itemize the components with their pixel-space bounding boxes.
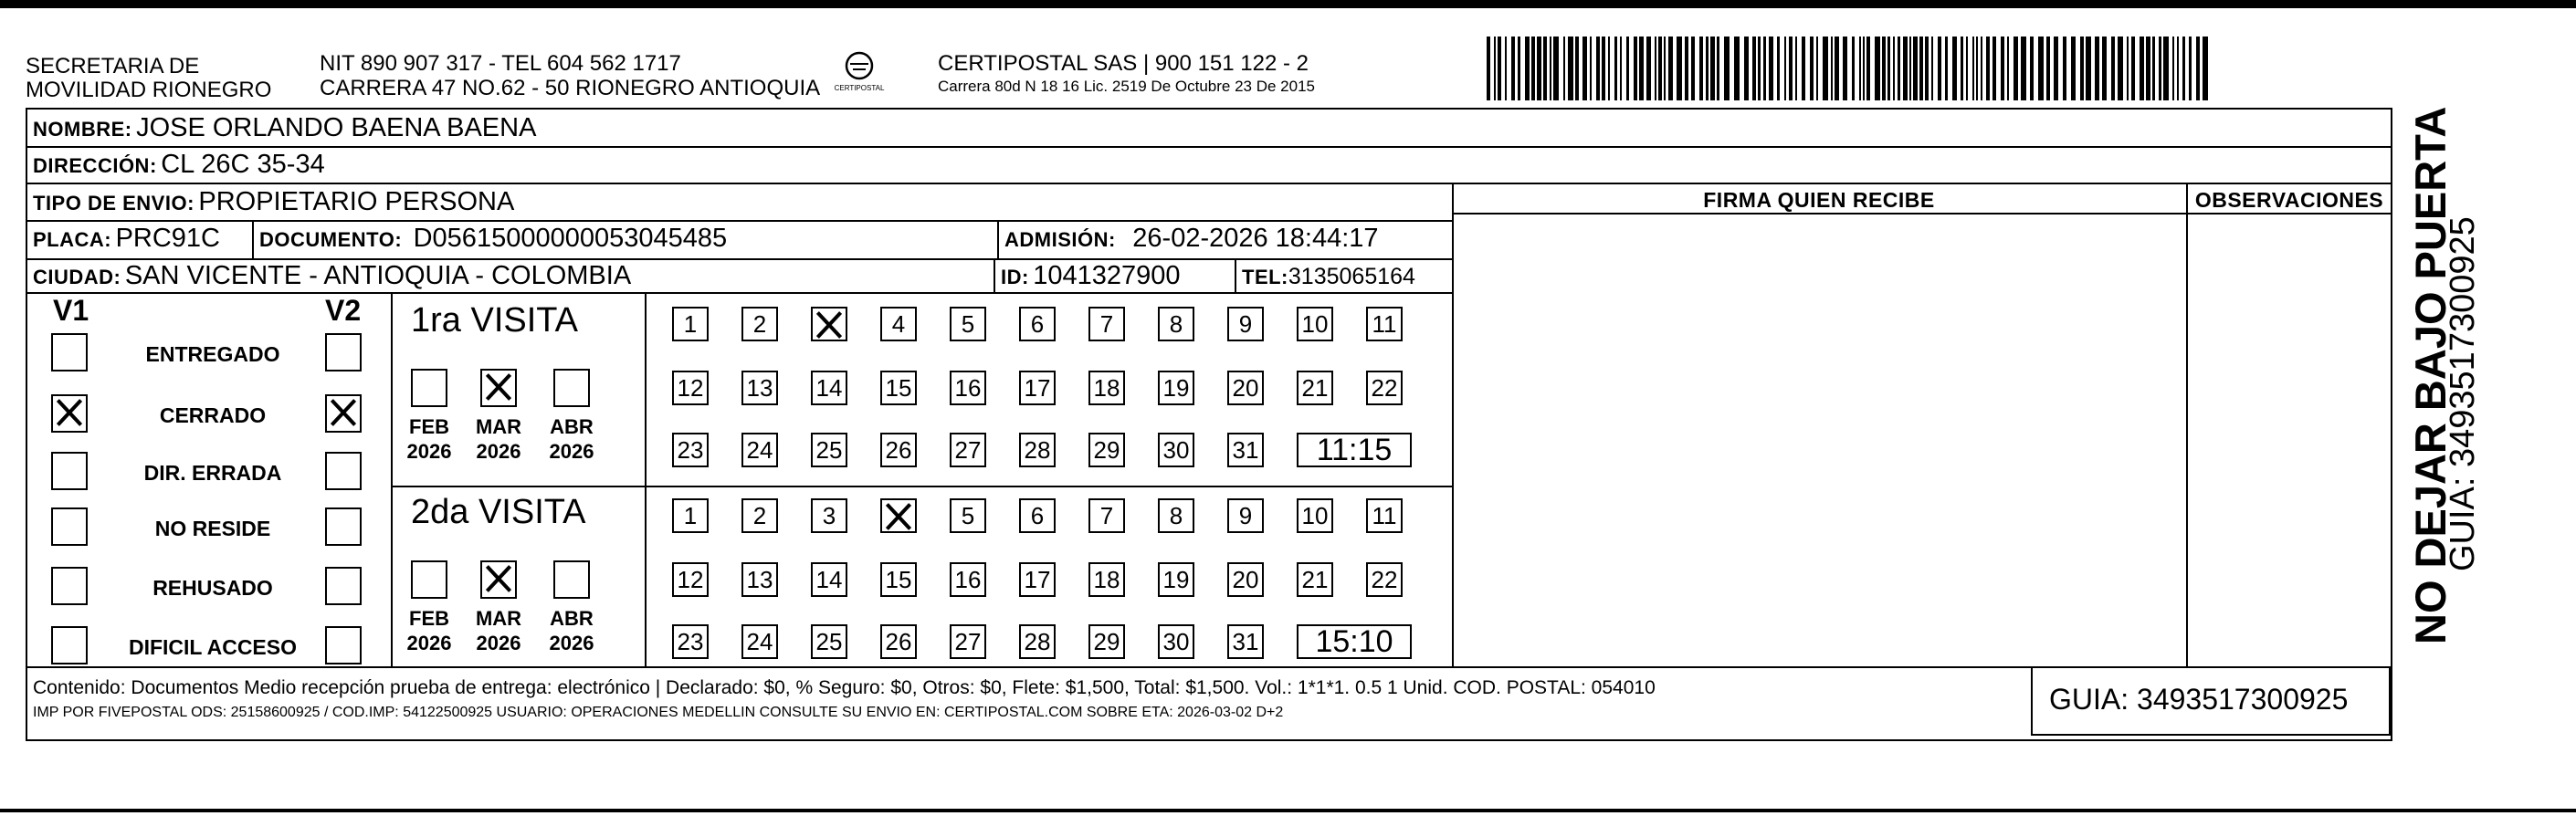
day-number: 7 <box>1099 501 1114 529</box>
day-box-29[interactable] <box>1088 433 1125 467</box>
day-box-14[interactable] <box>811 562 847 597</box>
status-label: CERRADO <box>159 403 267 427</box>
day-box-2[interactable] <box>741 498 778 533</box>
day-box-15[interactable] <box>880 562 917 597</box>
day-number: 28 <box>1024 627 1051 655</box>
day-number: 1 <box>683 309 698 338</box>
day-number: 13 <box>746 373 773 402</box>
placa-field <box>33 224 220 254</box>
month-checkbox-mar[interactable] <box>480 560 517 599</box>
day-box-7[interactable] <box>1088 307 1125 341</box>
side-guia: GUIA: 3493517300925 <box>2444 216 2482 571</box>
day-box-26[interactable] <box>880 433 917 467</box>
firma-header: FIRMA QUIEN RECIBE <box>1703 188 1935 212</box>
day-number: 15 <box>885 565 912 593</box>
direccion-value: CL 26C 35-34 <box>161 150 325 179</box>
day-box-29[interactable] <box>1088 624 1125 659</box>
v1-checkbox[interactable] <box>51 333 88 371</box>
documento-label: DOCUMENTO: <box>259 228 403 251</box>
day-number: 14 <box>815 373 843 402</box>
day-number: 14 <box>815 565 843 593</box>
day-number: 21 <box>1301 373 1329 402</box>
row-line <box>26 258 1453 260</box>
ciudad-field <box>33 261 631 291</box>
day-number: 30 <box>1162 435 1190 464</box>
month-label <box>544 606 599 655</box>
day-box-16[interactable] <box>950 562 986 597</box>
nombre-label: NOMBRE: <box>33 118 132 141</box>
day-number: 25 <box>815 435 843 464</box>
day-number: 31 <box>1232 627 1259 655</box>
day-box-10[interactable] <box>1297 307 1333 341</box>
v2-header: V2 <box>325 294 362 327</box>
day-box-11[interactable] <box>1366 307 1403 341</box>
admision-label: ADMISIÓN: <box>1004 228 1116 251</box>
month-year: 2026 <box>406 440 452 463</box>
day-number: 10 <box>1301 309 1329 338</box>
month-label <box>402 606 457 655</box>
day-number: 22 <box>1371 373 1398 402</box>
day-box-25[interactable] <box>811 433 847 467</box>
day-box-2[interactable] <box>741 307 778 341</box>
day-box-28[interactable] <box>1019 433 1056 467</box>
observaciones-header: OBSERVACIONES <box>2194 188 2384 212</box>
day-number: 29 <box>1093 435 1120 464</box>
v2-checkbox[interactable] <box>325 567 362 605</box>
placa-label: PLACA: <box>33 228 112 251</box>
day-number: 16 <box>954 565 982 593</box>
day-box-10[interactable] <box>1297 498 1333 533</box>
visit-time-box[interactable] <box>1297 624 1412 659</box>
day-box-17[interactable] <box>1019 562 1056 597</box>
day-number: 7 <box>1099 309 1114 338</box>
documento-field <box>259 224 727 254</box>
day-box-12[interactable] <box>672 562 709 597</box>
day-box-12[interactable] <box>672 371 709 405</box>
certipostal-logo-icon <box>833 47 886 95</box>
v1-checkbox[interactable] <box>51 507 88 546</box>
day-number: 25 <box>815 627 843 655</box>
x-mark-icon <box>327 396 360 429</box>
day-box-24[interactable] <box>741 624 778 659</box>
day-number: 3 <box>822 501 836 529</box>
day-box-1[interactable] <box>672 498 709 533</box>
tipo-value: PROPIETARIO PERSONA <box>198 187 515 216</box>
visit1-title: 1ra VISITA <box>411 301 579 340</box>
day-box-23[interactable] <box>672 433 709 467</box>
day-box-3[interactable] <box>811 307 847 341</box>
status-label: REHUSADO <box>152 576 273 600</box>
month-name: FEB <box>409 415 449 438</box>
day-box-6[interactable] <box>1019 307 1056 341</box>
day-box-5[interactable] <box>950 307 986 341</box>
day-box-19[interactable] <box>1158 562 1194 597</box>
day-number: 12 <box>677 373 704 402</box>
address-line: CARRERA 47 NO.62 - 50 RIONEGRO ANTIOQUIA <box>320 76 821 100</box>
day-box-19[interactable] <box>1158 371 1194 405</box>
day-box-8[interactable] <box>1158 498 1194 533</box>
x-mark-icon <box>53 396 86 429</box>
v2-checkbox[interactable] <box>325 452 362 490</box>
day-number: 11 <box>1372 309 1397 338</box>
month-checkbox-feb[interactable] <box>411 560 447 599</box>
day-number: 26 <box>885 435 912 464</box>
ciudad-label: CIUDAD: <box>33 266 121 288</box>
id-label: ID: <box>1001 266 1029 288</box>
day-number: 22 <box>1371 565 1398 593</box>
side-warning: NO DEJAR BAJO PUERTA <box>2406 106 2455 644</box>
visit-time: 15:10 <box>1315 623 1393 659</box>
day-box-28[interactable] <box>1019 624 1056 659</box>
month-label <box>471 414 526 464</box>
day-box-7[interactable] <box>1088 498 1125 533</box>
row-line <box>26 220 1453 222</box>
entity-line2: MOVILIDAD RIONEGRO <box>26 78 272 102</box>
direccion-row <box>33 150 325 180</box>
courier-info <box>938 51 1315 98</box>
month-year: 2026 <box>549 440 594 463</box>
day-box-26[interactable] <box>880 624 917 659</box>
visit2-title: 2da VISITA <box>411 493 586 531</box>
footer-contenido: Contenido: Documentos Medio recepción prueba de entrega: electrónico | Declarado: $0, % Seguro: $0, Otros: $0, Flete: $1,500, Total: $1,500. Vol.: 1*1*1. 0.5 1 Unid. COD. POSTAL: 054010 <box>33 677 1656 698</box>
day-number: 13 <box>746 565 773 593</box>
day-number: 5 <box>961 501 975 529</box>
day-box-20[interactable] <box>1227 371 1264 405</box>
day-box-22[interactable] <box>1366 562 1403 597</box>
day-box-25[interactable] <box>811 624 847 659</box>
day-box-30[interactable] <box>1158 624 1194 659</box>
day-box-21[interactable] <box>1297 562 1333 597</box>
barcode <box>1487 37 2208 100</box>
tel-value: 3135065164 <box>1288 264 1415 289</box>
day-box-11[interactable] <box>1366 498 1403 533</box>
entity-contact <box>320 51 820 100</box>
day-box-22[interactable] <box>1366 371 1403 405</box>
courier-logo <box>833 47 886 95</box>
day-number: 11 <box>1372 501 1397 529</box>
day-number: 19 <box>1162 565 1190 593</box>
day-number: 9 <box>1238 309 1253 338</box>
day-number: 20 <box>1232 373 1259 402</box>
day-box-17[interactable] <box>1019 371 1056 405</box>
day-number: 15 <box>885 373 912 402</box>
day-number: 4 <box>891 309 906 338</box>
v1-checkbox[interactable] <box>51 394 88 433</box>
day-number: 20 <box>1232 565 1259 593</box>
month-year: 2026 <box>476 440 521 463</box>
month-checkbox-mar[interactable] <box>480 369 517 407</box>
month-name: FEB <box>409 607 449 630</box>
day-number: 5 <box>961 309 975 338</box>
status-label: DIR. ERRADA <box>143 461 282 485</box>
month-name: ABR <box>550 607 594 630</box>
day-number: 18 <box>1093 373 1120 402</box>
direccion-label: DIRECCIÓN: <box>33 154 157 177</box>
v1-checkbox[interactable] <box>51 626 88 664</box>
svg-text:CERTIPOSTAL: CERTIPOSTAL <box>834 84 885 92</box>
v2-checkbox[interactable] <box>325 333 362 371</box>
id-field <box>1001 261 1181 291</box>
month-label <box>402 414 457 464</box>
row-line <box>26 292 1453 294</box>
tipo-row <box>33 187 514 217</box>
day-box-21[interactable] <box>1297 371 1333 405</box>
row-line <box>26 146 2392 148</box>
day-box-14[interactable] <box>811 371 847 405</box>
status-label: NO RESIDE <box>154 517 271 540</box>
day-number: 1 <box>683 501 698 529</box>
day-number: 16 <box>954 373 982 402</box>
admision-value: 26-02-2026 18:44:17 <box>1132 224 1379 253</box>
guia-number: GUIA: 3493517300925 <box>2049 683 2349 716</box>
day-number: 2 <box>752 309 767 338</box>
day-box-5[interactable] <box>950 498 986 533</box>
visit-time-box[interactable] <box>1297 433 1412 467</box>
day-box-4[interactable] <box>880 498 917 533</box>
v2-checkbox[interactable] <box>325 626 362 664</box>
day-box-13[interactable] <box>741 562 778 597</box>
month-checkbox-feb[interactable] <box>411 369 447 407</box>
day-number: 18 <box>1093 565 1120 593</box>
courier-line1: CERTIPOSTAL SAS | 900 151 122 - 2 <box>938 51 1309 76</box>
visit-time: 11:15 <box>1316 432 1393 467</box>
day-box-1[interactable] <box>672 307 709 341</box>
month-checkbox-abr[interactable] <box>553 560 590 599</box>
courier-line2: Carrera 80d N 18 16 Lic. 2519 De Octubre 23 De 2015 <box>938 78 1315 95</box>
x-mark-icon <box>882 500 915 533</box>
day-number: 30 <box>1162 627 1190 655</box>
day-box-24[interactable] <box>741 433 778 467</box>
month-name: MAR <box>475 415 522 438</box>
nombre-value: JOSE ORLANDO BAENA BAENA <box>136 113 537 142</box>
tel-label: TEL: <box>1242 266 1288 288</box>
day-box-31[interactable] <box>1227 433 1264 467</box>
day-number: 6 <box>1030 309 1045 338</box>
month-checkbox-abr[interactable] <box>553 369 590 407</box>
day-number: 8 <box>1169 501 1183 529</box>
x-mark-icon <box>482 371 515 403</box>
month-name: MAR <box>475 607 522 630</box>
month-label <box>471 606 526 655</box>
day-number: 23 <box>677 435 704 464</box>
day-box-6[interactable] <box>1019 498 1056 533</box>
day-box-30[interactable] <box>1158 433 1194 467</box>
day-number: 28 <box>1024 435 1051 464</box>
nombre-row <box>33 113 536 143</box>
day-number: 27 <box>954 627 982 655</box>
day-box-31[interactable] <box>1227 624 1264 659</box>
v1-header: V1 <box>53 294 89 327</box>
day-box-27[interactable] <box>950 624 986 659</box>
day-number: 21 <box>1301 565 1329 593</box>
day-box-8[interactable] <box>1158 307 1194 341</box>
day-box-9[interactable] <box>1227 307 1264 341</box>
day-number: 17 <box>1024 373 1051 402</box>
day-box-15[interactable] <box>880 371 917 405</box>
day-number: 26 <box>885 627 912 655</box>
day-number: 19 <box>1162 373 1190 402</box>
day-box-27[interactable] <box>950 433 986 467</box>
month-label <box>544 414 599 464</box>
status-label: DIFICIL ACCESO <box>128 635 297 659</box>
tel-field <box>1242 264 1415 290</box>
day-box-23[interactable] <box>672 624 709 659</box>
documento-value: D05615000000053045485 <box>413 224 728 253</box>
status-label: ENTREGADO <box>145 342 280 366</box>
day-number: 24 <box>746 435 773 464</box>
day-box-18[interactable] <box>1088 562 1125 597</box>
row-line <box>26 183 2392 184</box>
v1-checkbox[interactable] <box>51 452 88 490</box>
entity-name <box>26 55 271 102</box>
day-number: 8 <box>1169 309 1183 338</box>
ciudad-value: SAN VICENTE - ANTIOQUIA - COLOMBIA <box>124 261 632 290</box>
bottom-border <box>0 809 2576 812</box>
day-number: 6 <box>1030 501 1045 529</box>
day-number: 10 <box>1301 501 1329 529</box>
month-year: 2026 <box>476 632 521 654</box>
row-line <box>1452 213 2392 214</box>
day-number: 12 <box>677 565 704 593</box>
x-mark-icon <box>813 309 846 341</box>
day-box-13[interactable] <box>741 371 778 405</box>
v2-checkbox[interactable] <box>325 507 362 546</box>
day-box-16[interactable] <box>950 371 986 405</box>
day-number: 9 <box>1238 501 1253 529</box>
tipo-label: TIPO DE ENVIO: <box>33 192 195 214</box>
day-number: 27 <box>954 435 982 464</box>
day-box-18[interactable] <box>1088 371 1125 405</box>
entity-line1: SECRETARIA DE <box>26 54 200 78</box>
month-year: 2026 <box>549 632 594 654</box>
admision-field <box>1004 224 1379 254</box>
day-number: 31 <box>1232 435 1259 464</box>
day-box-20[interactable] <box>1227 562 1264 597</box>
day-number: 17 <box>1024 565 1051 593</box>
day-number: 29 <box>1093 627 1120 655</box>
day-number: 24 <box>746 627 773 655</box>
v2-checkbox[interactable] <box>325 394 362 433</box>
v1-checkbox[interactable] <box>51 567 88 605</box>
footer-imp: IMP POR FIVEPOSTAL ODS: 25158600925 / COD.IMP: 54122500925 USUARIO: OPERACIONES MEDELLIN CONSULTE SU ENVIO EN: CERTIPOSTAL.COM SOBRE ETA: 2026-03-02 D+2 <box>33 705 1284 720</box>
id-value: 1041327900 <box>1033 261 1181 290</box>
placa-value: PRC91C <box>115 224 220 253</box>
x-mark-icon <box>482 562 515 595</box>
day-box-4[interactable] <box>880 307 917 341</box>
month-name: ABR <box>550 415 594 438</box>
nit-line: NIT 890 907 317 - TEL 604 562 1717 <box>320 51 681 76</box>
day-box-9[interactable] <box>1227 498 1264 533</box>
top-border <box>0 0 2576 8</box>
day-number: 2 <box>752 501 767 529</box>
day-box-3[interactable] <box>811 498 847 533</box>
month-year: 2026 <box>406 632 452 654</box>
day-number: 23 <box>677 627 704 655</box>
